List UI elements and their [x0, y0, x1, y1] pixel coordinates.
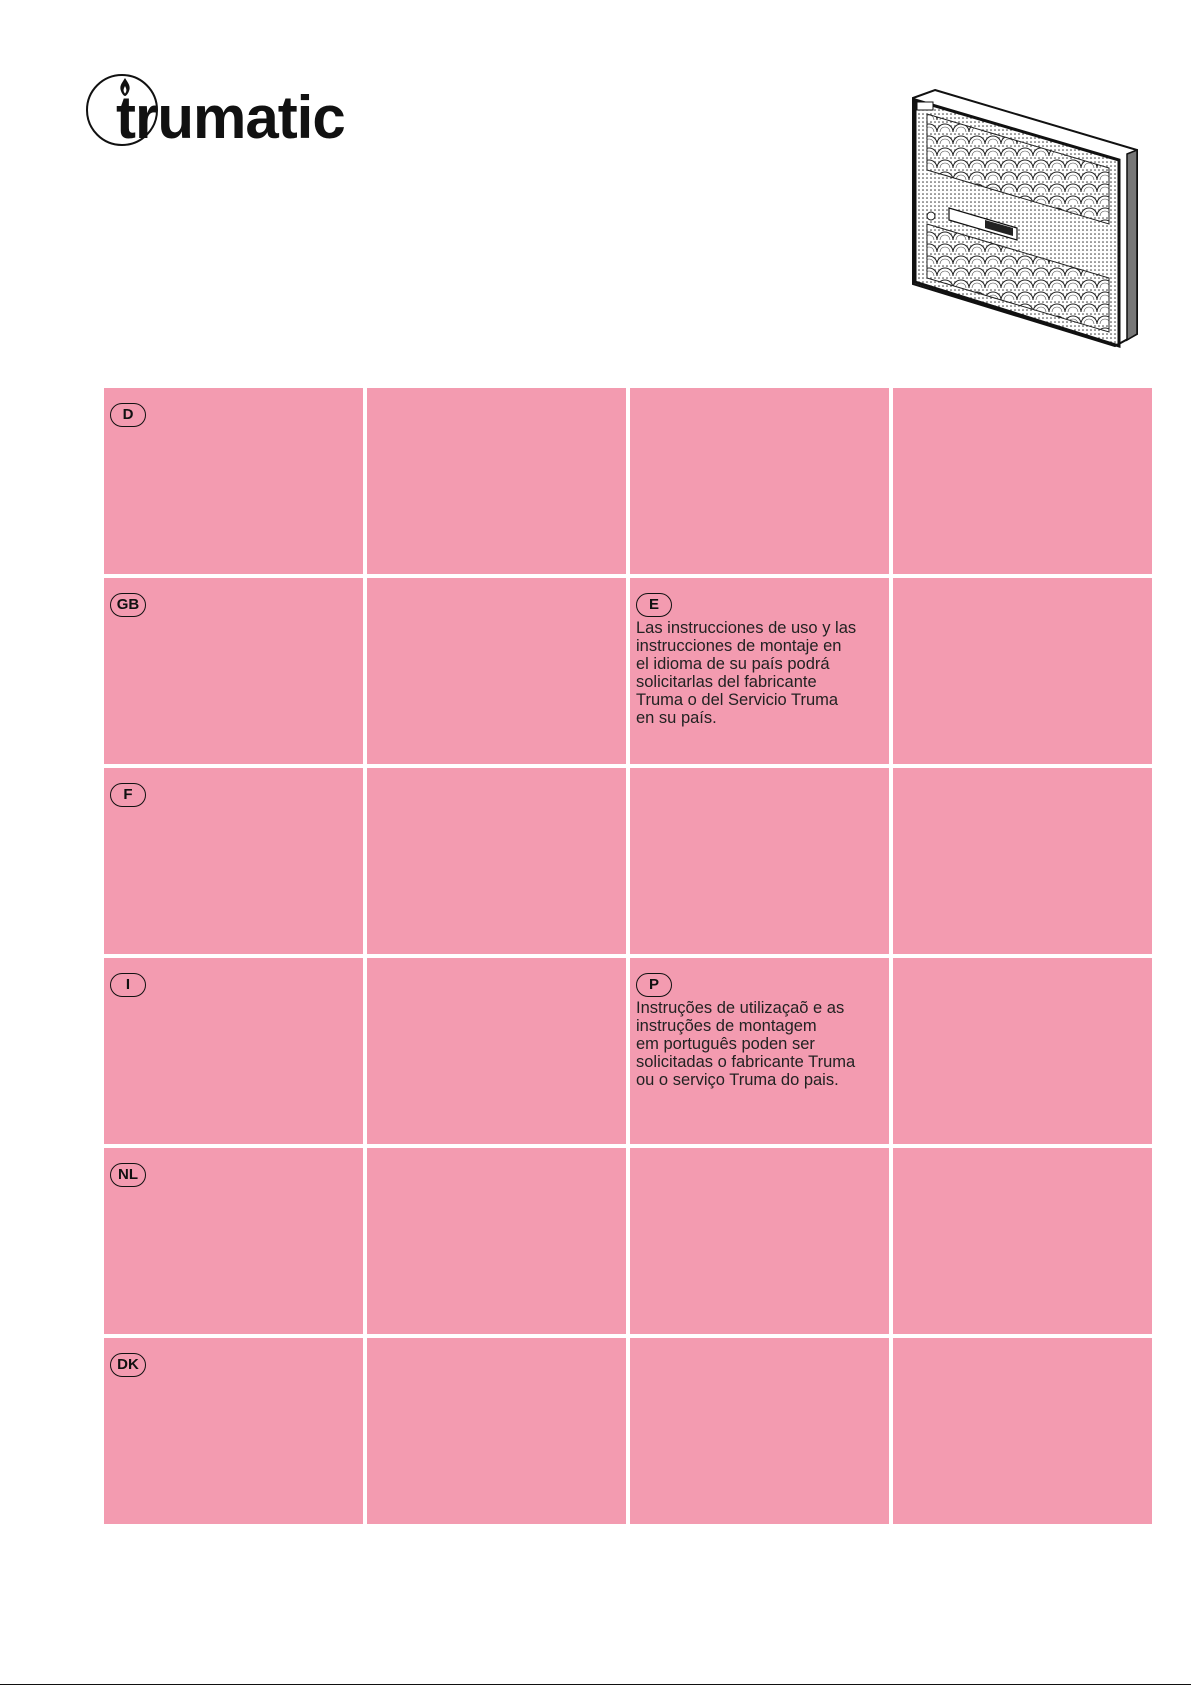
language-cell-d — [104, 388, 363, 574]
language-cell — [367, 1148, 626, 1334]
language-badge-e: E — [636, 593, 672, 617]
language-badge-f: F — [110, 783, 146, 807]
wall-heater-illustration-icon — [905, 84, 1145, 354]
trumatic-logo — [86, 74, 446, 150]
language-cell — [367, 578, 626, 764]
language-badge-p: P — [636, 973, 672, 997]
language-cell — [630, 768, 889, 954]
language-cell — [893, 1338, 1152, 1524]
language-cell — [367, 768, 626, 954]
language-cell — [893, 958, 1152, 1144]
language-note-p: Instruções de utilizaçaõ e as instruções de montagem em português poden ser solicitadas o fabricante Truma ou o serviço Truma do pais. — [636, 999, 856, 1089]
language-cell — [630, 1338, 889, 1524]
language-badge-i: I — [110, 973, 146, 997]
language-cell-gb — [104, 578, 363, 764]
language-badge-nl: NL — [110, 1163, 146, 1187]
language-note-e: Las instrucciones de uso y las instrucciones de montaje en el idioma de su país podrá solicitarlas del fabricante Truma o del Servicio Truma en su país. — [636, 619, 857, 727]
language-cell — [893, 388, 1152, 574]
language-cell — [893, 768, 1152, 954]
language-cell-i — [104, 958, 363, 1144]
brand-wordmark: trumatic — [116, 84, 345, 151]
language-cell — [367, 958, 626, 1144]
language-cell — [367, 388, 626, 574]
language-cell — [630, 388, 889, 574]
language-cell-dk — [104, 1338, 363, 1524]
language-cell-f — [104, 768, 363, 954]
language-cell — [893, 1148, 1152, 1334]
language-badge-d: D — [110, 403, 146, 427]
language-cell — [893, 578, 1152, 764]
language-cell-nl — [104, 1148, 363, 1334]
language-badge-gb: GB — [110, 593, 146, 617]
language-grid — [104, 388, 1152, 1524]
language-cell — [367, 1338, 626, 1524]
language-cell-e — [630, 578, 889, 764]
language-cell-p — [630, 958, 889, 1144]
language-badge-dk: DK — [110, 1353, 146, 1377]
language-cell — [630, 1148, 889, 1334]
